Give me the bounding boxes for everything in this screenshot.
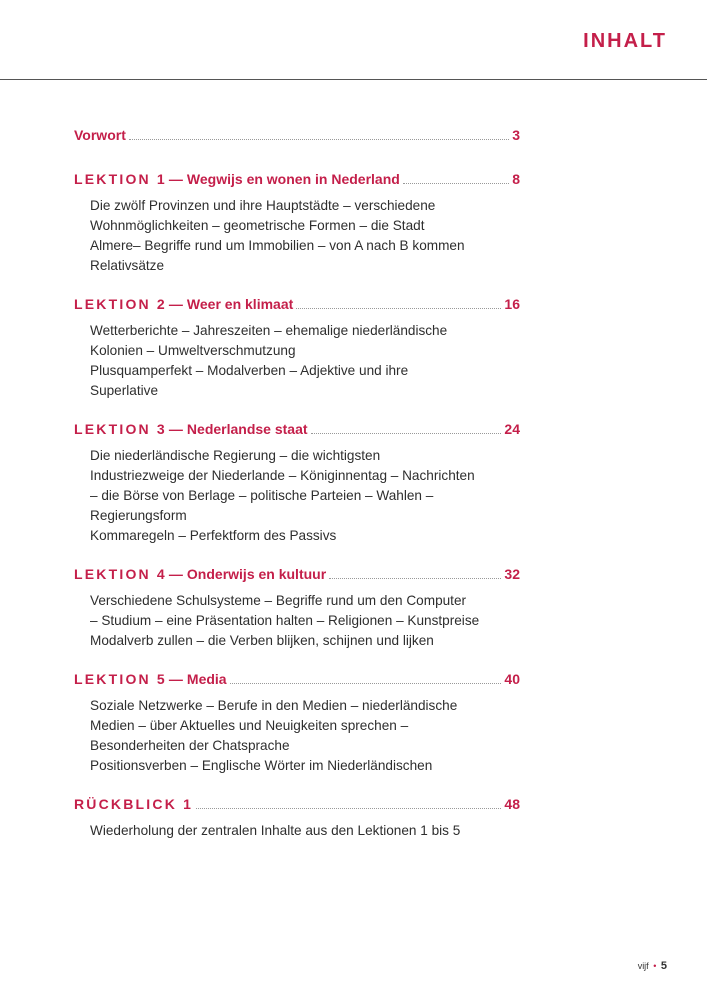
toc-entry-heading[interactable]	[74, 126, 520, 144]
toc-entry-keyword: LEKTION 3	[74, 421, 167, 437]
toc-description-line: Industriezweige der Niederlande – Königinnentag – Nachrichten	[90, 468, 475, 483]
toc-description-line: Kolonien – Umweltverschmutzung	[90, 343, 296, 358]
toc-entry-page-number: 24	[504, 421, 520, 437]
toc-entry-dash: —	[168, 566, 183, 582]
toc-description-line: Besonderheiten der Chatsprache	[90, 738, 290, 753]
toc-dot-leader	[196, 807, 501, 809]
toc-entry-title: Media	[186, 671, 227, 687]
toc-description-line: Soziale Netzwerke – Berufe in den Medien – niederländische	[90, 698, 458, 713]
toc-description-line: Positionsverben – Englische Wörter im Niederländischen	[90, 758, 433, 773]
toc-entry-title: Onderwijs en kultuur	[186, 566, 327, 582]
toc-entry-heading[interactable]	[74, 670, 520, 688]
table-of-contents	[74, 126, 520, 860]
toc-description-line: Medien – über Aktuelles und Neuigkeiten sprechen –	[90, 718, 409, 733]
toc-description-line: – die Börse von Berlage – politische Parteien – Wahlen –	[90, 488, 434, 503]
toc-entry-page-number: 3	[512, 127, 520, 143]
toc-entry-title: Nederlandse staat	[186, 421, 308, 437]
toc-dot-leader	[296, 307, 501, 309]
toc-description-line: Wiederholung der zentralen Inhalte aus den Lektionen 1 bis 5	[90, 823, 461, 838]
toc-description-line: Wetterberichte – Jahreszeiten – ehemalige niederländische	[90, 323, 448, 338]
toc-entry-heading[interactable]	[74, 295, 520, 313]
toc-dot-leader	[311, 432, 502, 434]
toc-description-line: Relativsätze	[90, 258, 165, 273]
toc-entry-description	[90, 446, 520, 546]
toc-entry-keyword: RÜCKBLICK 1	[74, 796, 194, 812]
toc-entry-dash: —	[168, 296, 183, 312]
toc-entry	[74, 295, 520, 401]
page-number: 5	[660, 960, 667, 972]
toc-entry-keyword: LEKTION 2	[74, 296, 167, 312]
toc-description-line: Modalverb zullen – die Verben blijken, schijnen und lijken	[90, 633, 434, 648]
toc-entry-page-number: 8	[512, 171, 520, 187]
toc-entry-dash: —	[168, 671, 183, 687]
toc-entry-title: Weer en klimaat	[186, 296, 294, 312]
page-footer	[638, 960, 667, 972]
toc-entry-page-number: 32	[504, 566, 520, 582]
page-title: INHALT	[583, 30, 667, 52]
header-divider	[0, 79, 707, 80]
toc-description-line: Kommaregeln – Perfektform des Passivs	[90, 528, 337, 543]
toc-entry	[74, 420, 520, 546]
toc-dot-leader	[230, 682, 502, 684]
toc-entry	[74, 170, 520, 276]
toc-description-line: Regierungsform	[90, 508, 187, 523]
toc-description-line: Superlative	[90, 383, 159, 398]
toc-entry	[74, 565, 520, 651]
toc-entry-keyword: LEKTION 1	[74, 171, 167, 187]
page-number-word: vijf	[637, 961, 649, 971]
toc-entry-dash: —	[168, 421, 183, 437]
toc-entry-dash: —	[168, 171, 183, 187]
toc-entry-heading[interactable]	[74, 795, 520, 813]
toc-entry-description	[90, 321, 520, 401]
toc-dot-leader	[129, 138, 509, 140]
toc-description-line: Die niederländische Regierung – die wichtigsten	[90, 448, 381, 463]
toc-description-line: Almere– Begriffe rund um Immobilien – von A nach B kommen	[90, 238, 465, 253]
toc-entry-page-number: 16	[504, 296, 520, 312]
toc-entry-keyword: LEKTION 4	[74, 566, 167, 582]
toc-description-line: Verschiedene Schulsysteme – Begriffe rund um den Computer	[90, 593, 467, 608]
toc-dot-leader	[329, 577, 501, 579]
toc-entry-page-number: 48	[504, 796, 520, 812]
toc-entry-page-number: 40	[504, 671, 520, 687]
toc-entry-title: Wegwijs en wonen in Nederland	[186, 171, 400, 187]
toc-entry-heading[interactable]	[74, 170, 520, 188]
toc-entry-keyword: LEKTION 5	[74, 671, 167, 687]
toc-entry-heading[interactable]	[74, 420, 520, 438]
toc-entry-heading[interactable]	[74, 565, 520, 583]
toc-description-line: – Studium – eine Präsentation halten – Religionen – Kunstpreise	[90, 613, 480, 628]
toc-description-line: Plusquamperfekt – Modalverben – Adjektive und ihre	[90, 363, 409, 378]
toc-entry-label: Vorwort	[74, 127, 126, 143]
toc-description-line: Die zwölf Provinzen und ihre Hauptstädte – verschiedene	[90, 198, 436, 213]
toc-entry-description	[90, 821, 520, 841]
footer-bullet: •	[653, 961, 657, 971]
toc-entry	[74, 795, 520, 841]
toc-entry-description	[90, 591, 520, 651]
toc-description-line: Wohnmöglichkeiten – geometrische Formen – die Stadt	[90, 218, 425, 233]
toc-entry	[74, 126, 520, 144]
toc-entry-description	[90, 196, 520, 276]
toc-entry	[74, 670, 520, 776]
toc-entry-description	[90, 696, 520, 776]
toc-dot-leader	[403, 182, 509, 184]
